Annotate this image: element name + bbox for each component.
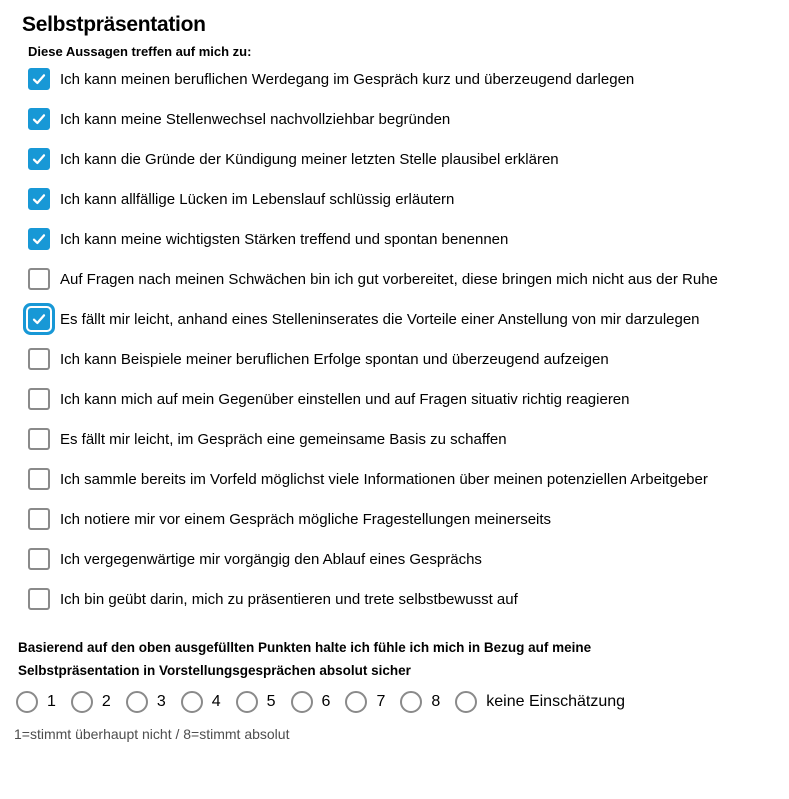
checklist-item[interactable] — [28, 347, 769, 372]
checklist-item[interactable] — [28, 267, 769, 292]
rating-option[interactable] — [400, 691, 440, 713]
radio-button[interactable] — [71, 691, 93, 713]
check-icon — [31, 151, 47, 167]
rating-option-label: 4 — [211, 693, 221, 711]
radio-button[interactable] — [400, 691, 422, 713]
check-icon — [31, 231, 47, 247]
rating-option[interactable] — [236, 691, 276, 713]
rating-option[interactable] — [455, 691, 625, 713]
checklist-item-label: Auf Fragen nach meinen Schwächen bin ich gut vorbereitet, diese bringen mich nicht aus der Ruhe — [60, 271, 718, 289]
radio-button[interactable] — [345, 691, 367, 713]
rating-question: Basierend auf den oben ausgefüllten Punkten halte ich fühle ich mich in Bezug auf meine Selbstpräsentation in Vorstellungsgesprächen absolut sicher — [18, 640, 592, 679]
checkbox[interactable] — [28, 228, 50, 250]
radio-button[interactable] — [16, 691, 38, 713]
checklist-item[interactable] — [28, 467, 769, 492]
rating-option[interactable] — [291, 691, 331, 713]
checklist-item-label: Es fällt mir leicht, anhand eines Stelleninserates die Vorteile einer Anstellung von mir darzulegen — [60, 311, 700, 329]
rating-option-label: 3 — [156, 693, 166, 711]
check-icon — [31, 311, 47, 327]
rating-option-label: 8 — [431, 693, 441, 711]
rating-option[interactable] — [345, 691, 385, 713]
checkbox[interactable] — [28, 308, 50, 330]
rating-option-label: 1 — [47, 693, 56, 711]
rating-option-label: keine Einschätzung — [486, 693, 626, 711]
rating-option-label: 6 — [321, 693, 331, 711]
checklist-item[interactable] — [28, 307, 769, 332]
checkbox[interactable] — [28, 68, 50, 90]
page-title: Selbstpräsentation — [22, 13, 206, 36]
checklist-item[interactable] — [28, 547, 769, 572]
checklist-item-label: Ich notiere mir vor einem Gespräch mögliche Fragestellungen meinerseits — [60, 511, 552, 529]
checklist-item-label: Ich bin geübt darin, mich zu präsentieren und trete selbstbewusst auf — [60, 591, 518, 609]
checklist-item-label: Ich kann Beispiele meiner beruflichen Erfolge spontan und überzeugend aufzeigen — [60, 351, 609, 369]
scale-legend: 1=stimmt überhaupt nicht / 8=stimmt absolut — [14, 726, 290, 743]
checklist-item-label: Ich kann meinen beruflichen Werdegang im Gespräch kurz und überzeugend darlegen — [60, 71, 635, 89]
rating-option[interactable] — [71, 691, 111, 713]
checklist-item[interactable] — [28, 587, 769, 612]
radio-button[interactable] — [455, 691, 477, 713]
checkbox[interactable] — [28, 268, 50, 290]
checkbox[interactable] — [28, 388, 50, 410]
checklist-item[interactable] — [28, 387, 769, 412]
checklist-item-label: Ich kann meine Stellenwechsel nachvollziehbar begründen — [60, 111, 451, 129]
radio-button[interactable] — [236, 691, 258, 713]
rating-option-label: 5 — [266, 693, 276, 711]
rating-option[interactable] — [181, 691, 221, 713]
check-icon — [31, 111, 47, 127]
rating-option[interactable] — [126, 691, 166, 713]
rating-scale — [16, 691, 769, 713]
checkbox[interactable] — [28, 508, 50, 530]
checklist-item-label: Ich kann allfällige Lücken im Lebenslauf schlüssig erläutern — [60, 191, 455, 209]
checkbox[interactable] — [28, 588, 50, 610]
checkbox[interactable] — [28, 348, 50, 370]
rating-option-label: 2 — [101, 693, 111, 711]
checklist — [28, 67, 769, 612]
checklist-item-label: Ich vergegenwärtige mir vorgängig den Ablauf eines Gesprächs — [60, 551, 482, 569]
check-icon — [31, 71, 47, 87]
rating-option-label: 7 — [376, 693, 386, 711]
checklist-item-label: Es fällt mir leicht, im Gespräch eine gemeinsame Basis zu schaffen — [60, 431, 507, 449]
checklist-item[interactable] — [28, 107, 769, 132]
checklist-item-label: Ich sammle bereits im Vorfeld möglichst viele Informationen über meinen potenziellen Arbeitgeber — [60, 471, 708, 489]
radio-button[interactable] — [126, 691, 148, 713]
checklist-item[interactable] — [28, 227, 769, 252]
check-icon — [31, 191, 47, 207]
checkbox[interactable] — [28, 428, 50, 450]
checklist-item[interactable] — [28, 187, 769, 212]
checkbox[interactable] — [28, 148, 50, 170]
checklist-instruction: Diese Aussagen treffen auf mich zu: — [28, 44, 252, 60]
checkbox[interactable] — [28, 468, 50, 490]
checklist-item-label: Ich kann mich auf mein Gegenüber einstellen und auf Fragen situativ richtig reagieren — [60, 391, 630, 409]
checkbox[interactable] — [28, 188, 50, 210]
checklist-item[interactable] — [28, 147, 769, 172]
checklist-item-label: Ich kann die Gründe der Kündigung meiner letzten Stelle plausibel erklären — [60, 151, 559, 169]
checklist-item[interactable] — [28, 427, 769, 452]
radio-button[interactable] — [181, 691, 203, 713]
rating-option[interactable] — [16, 691, 56, 713]
checklist-item-label: Ich kann meine wichtigsten Stärken treffend und spontan benennen — [60, 231, 509, 249]
checklist-item[interactable] — [28, 67, 769, 92]
radio-button[interactable] — [291, 691, 313, 713]
checklist-item[interactable] — [28, 507, 769, 532]
checkbox[interactable] — [28, 108, 50, 130]
checkbox[interactable] — [28, 548, 50, 570]
